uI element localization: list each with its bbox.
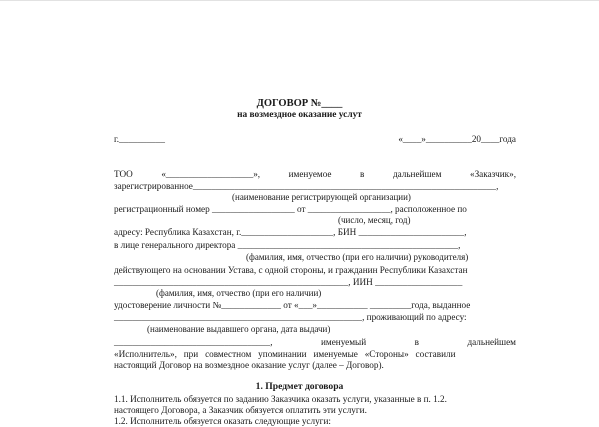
caption-registering-organization: (наименование регистрирующей организации) <box>232 192 411 202</box>
document-title: ДОГОВОР №____ <box>256 98 343 109</box>
citizen-line: ___________________________________________________, ИИН ___________________ <box>114 277 463 287</box>
text-segment: «___________________», <box>161 169 261 179</box>
text-segment: именуемое <box>288 169 332 179</box>
address-line: адресу: Республика Казахстан, г.____________________, БИН _______________________, <box>114 227 467 237</box>
caption-director-name: (фамилия, имя, отчество (при его наличии) руководителя) <box>246 252 469 262</box>
party-line-10 <box>114 337 516 348</box>
date-field: «____»__________20____года <box>398 134 516 144</box>
registration-line: зарегистрированное__________________________________________________________________, <box>114 181 499 191</box>
text-segment: ТОО <box>114 169 133 179</box>
clause-1-1-cont: настоящего Договора, а Заказчик обязуется оплатить эти услуги. <box>114 405 367 415</box>
caption-citizen-name: (фамилия, имя, отчество (при его наличии) <box>156 288 322 298</box>
caption-issuing-authority: (наименование выдавшего органа, дата выдачи) <box>147 324 331 334</box>
clause-1-1: 1.1. Исполнитель обязуется по заданию Заказчика оказать услуги, указанные в п. 1.2. <box>114 394 447 404</box>
city-field: г.__________ <box>114 134 165 144</box>
text-segment: дальнейшем <box>467 337 516 347</box>
text-segment: «Заказчик», <box>469 169 516 179</box>
clause-1-2: 1.2. Исполнитель обязуется оказать следующие услуги: <box>114 416 331 426</box>
caption-date: (число, месяц, год) <box>338 215 411 225</box>
text-segment: именуемый <box>320 337 367 347</box>
director-line: в лице генерального директора ________________________________________________, <box>114 240 461 250</box>
party-line-1 <box>114 169 516 180</box>
text-segment: в <box>414 337 419 347</box>
executor-line: «Исполнитель», при совместном упоминании именуемые «Стороны» составили <box>114 349 456 359</box>
registration-number-line: регистрационный номер __________________ от __________________, расположенное по <box>114 204 467 214</box>
document-subtitle: на возмездное оказание услут <box>237 110 362 120</box>
place-date-line <box>114 134 516 145</box>
section-heading: 1. Предмет договора <box>255 381 344 392</box>
basis-line: действующего на основании Устава, с одной стороны, и гражданин Республики Казахстан <box>114 265 468 275</box>
text-segment: __________________________________, <box>114 337 273 347</box>
id-card-line: удостоверение личности №_____________ от «___»___________ _________года, выданное <box>114 300 471 310</box>
text-segment: в <box>360 169 365 179</box>
agreement-line: настоящий Договор на возмездное оказание услуг (далее – Договор). <box>114 360 384 370</box>
text-segment: дальнейшем <box>392 169 442 179</box>
residence-line: ______________________________________________________, проживающий по адресу: <box>114 312 467 322</box>
